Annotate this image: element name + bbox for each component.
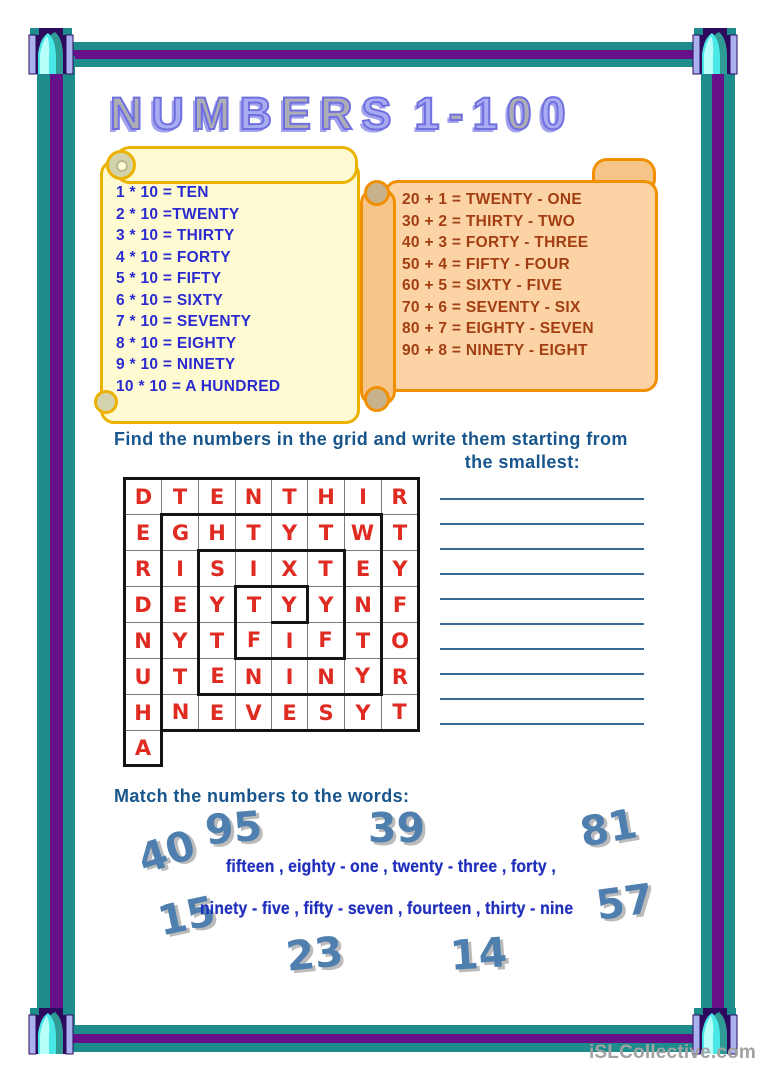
title-letter: E: [281, 88, 321, 139]
answer-line: [440, 723, 644, 725]
grid-cell: H: [125, 695, 162, 731]
tens-scroll: [98, 142, 362, 424]
grid-cell: D: [125, 587, 162, 623]
equation-line: 9 * 10 = NINETY: [116, 356, 236, 373]
match-number: 81: [576, 799, 641, 857]
grid-cell: R: [382, 479, 419, 515]
grid-cell: Y: [162, 623, 199, 659]
grid-cell: Y: [272, 515, 308, 551]
grid-cell: O: [382, 623, 419, 659]
tens-lines: [116, 182, 280, 397]
title-letter: R: [320, 88, 362, 139]
match-words-line1: fifteen , eighty - one , twenty - three , forty ,: [226, 856, 556, 876]
title-letter: 1: [472, 88, 507, 139]
grid-cell: T: [308, 515, 345, 551]
grid-cell: E: [199, 695, 236, 731]
grid-cell: Y: [199, 587, 236, 623]
find-task-line2: the smallest:: [464, 452, 580, 472]
grid-cell: T: [382, 515, 419, 551]
equation-line: 50 + 4 = FIFTY - FOUR: [402, 255, 570, 273]
answer-line: [440, 573, 644, 575]
equation-line: 40 + 3 = FORTY - THREE: [402, 234, 589, 251]
equation-line: 90 + 8 = NINETY - EIGHT: [402, 341, 588, 359]
match-number: 39: [368, 804, 426, 852]
grid-cell: E: [272, 695, 308, 731]
grid-cell: Y: [345, 695, 382, 731]
match-task-heading: Match the numbers to the words:: [114, 786, 410, 806]
grid-cell: I: [236, 551, 272, 587]
frame-corner-arch-icon: [28, 26, 74, 76]
grid-cell: F: [236, 623, 272, 659]
frame-band-right: [701, 56, 735, 1026]
answer-line: [440, 523, 644, 525]
grid-cell: F: [308, 623, 345, 659]
frame-corner-arch-icon: [28, 1006, 74, 1056]
equation-line: 70 + 6 = SEVENTY - SIX: [402, 298, 581, 316]
frame-corner-arch-icon: [692, 26, 738, 76]
answer-line: [440, 698, 644, 700]
frame-band-left: [37, 56, 75, 1026]
title-letter: 0: [506, 88, 541, 139]
grid-cell: [308, 731, 345, 766]
match-number: 23: [283, 927, 346, 981]
grid-cell: U: [125, 659, 162, 695]
title-letter: N: [110, 88, 152, 139]
grid-cell: S: [199, 551, 236, 587]
grid-cell: S: [308, 695, 345, 731]
find-task-line1: Find the numbers in the grid and write them starting from: [114, 429, 628, 449]
compound-scroll: [360, 172, 662, 414]
equation-line: 1 * 10 = TEN: [116, 184, 209, 201]
grid-cell: N: [125, 623, 162, 659]
equation-line: 20 + 1 = TWENTY - ONE: [402, 191, 583, 208]
equation-line: 30 + 2 = THIRTY - TWO: [402, 212, 576, 230]
grid-cell: H: [308, 479, 345, 515]
grid-cell: N: [236, 659, 272, 695]
grid-cell: [236, 731, 272, 766]
equation-line: 2 * 10 =TWENTY: [116, 205, 240, 223]
grid-cell: Y: [272, 587, 308, 623]
page-title: [110, 88, 575, 140]
grid-cell: R: [382, 659, 419, 695]
grid-cell: T: [308, 551, 345, 587]
grid-cell: N: [236, 479, 272, 515]
answer-line: [440, 498, 644, 500]
match-number: 15: [153, 886, 220, 946]
grid-cell: N: [345, 587, 382, 623]
title-letter: M: [193, 88, 240, 139]
grid-cell: T: [162, 659, 199, 695]
grid-cell: T: [272, 479, 308, 515]
grid-cell: Y: [345, 659, 382, 695]
tens-scroll-curl-icon: [94, 390, 118, 414]
grid-cell: E: [199, 659, 236, 695]
grid-cell: [272, 731, 308, 766]
grid-cell: F: [382, 587, 419, 623]
grid-cell: G: [162, 515, 199, 551]
wordsearch-grid: [123, 477, 420, 767]
grid-cell: [199, 731, 236, 766]
equation-line: 80 + 7 = EIGHTY - SEVEN: [402, 320, 594, 337]
grid-cell: T: [199, 623, 236, 659]
grid-cell: [345, 731, 382, 766]
grid-cell: E: [345, 551, 382, 587]
grid-cell: V: [236, 695, 272, 731]
grid-cell: D: [125, 479, 162, 515]
grid-cell: T: [236, 587, 272, 623]
answer-line: [440, 623, 644, 625]
grid-cell: T: [382, 695, 419, 731]
answer-lines: [440, 486, 644, 740]
grid-cell: E: [125, 515, 162, 551]
islcollective-watermark: iSLCollective.com: [588, 1042, 756, 1063]
title-letter: 0: [540, 88, 575, 139]
grid-cell: A: [125, 731, 162, 766]
grid-cell: [162, 731, 199, 766]
tens-scroll-roll: [114, 146, 358, 184]
compound-scroll-curl-icon: [364, 386, 390, 412]
match-number: 14: [448, 928, 509, 980]
tens-scroll-curl-icon: [106, 150, 136, 180]
grid-cell: W: [345, 515, 382, 551]
grid-cell: I: [345, 479, 382, 515]
match-number: 40: [131, 820, 202, 884]
grid-cell: E: [162, 587, 199, 623]
answer-line: [440, 548, 644, 550]
find-task-instruction: [114, 428, 638, 474]
title-letter: -: [448, 88, 473, 139]
grid-cell: I: [272, 659, 308, 695]
grid-cell: X: [272, 551, 308, 587]
grid-cell: I: [162, 551, 199, 587]
equation-line: 3 * 10 = THIRTY: [116, 227, 235, 244]
title-letter: S: [361, 88, 401, 139]
title-letter: 1: [414, 88, 449, 139]
equation-line: 60 + 5 = SIXTY - FIVE: [402, 277, 563, 294]
answer-line: [440, 673, 644, 675]
grid-cell: T: [162, 479, 199, 515]
answer-line: [440, 598, 644, 600]
grid-cell: Y: [382, 551, 419, 587]
grid-cell: H: [199, 515, 236, 551]
equation-line: 7 * 10 = SEVENTY: [116, 313, 252, 330]
match-words-line2: ninety - five , fifty - seven , fourteen , thirty - nine: [200, 898, 574, 918]
answer-line: [440, 648, 644, 650]
equation-line: 6 * 10 = SIXTY: [116, 291, 224, 309]
grid-cell: [382, 731, 419, 766]
title-letter: B: [239, 88, 281, 139]
equation-line: 5 * 10 = FIFTY: [116, 270, 222, 287]
grid-cell: T: [345, 623, 382, 659]
equation-line: 4 * 10 = FORTY: [116, 248, 231, 266]
match-number: 95: [203, 801, 265, 855]
compound-scroll-roll: [360, 188, 396, 406]
compound-scroll-curl-icon: [364, 180, 390, 206]
grid-cell: N: [308, 659, 345, 695]
grid-cell: T: [236, 515, 272, 551]
grid-cell: E: [199, 479, 236, 515]
frame-band-top: [56, 42, 710, 67]
title-letter: U: [151, 88, 193, 139]
match-number: 57: [592, 874, 657, 930]
compound-lines: [402, 189, 594, 361]
grid-cell: R: [125, 551, 162, 587]
grid-cell: I: [272, 623, 308, 659]
grid-cell: Y: [308, 587, 345, 623]
grid-cell: N: [162, 695, 199, 731]
equation-line: 10 * 10 = A HUNDRED: [116, 377, 281, 395]
equation-line: 8 * 10 = EIGHTY: [116, 334, 237, 352]
